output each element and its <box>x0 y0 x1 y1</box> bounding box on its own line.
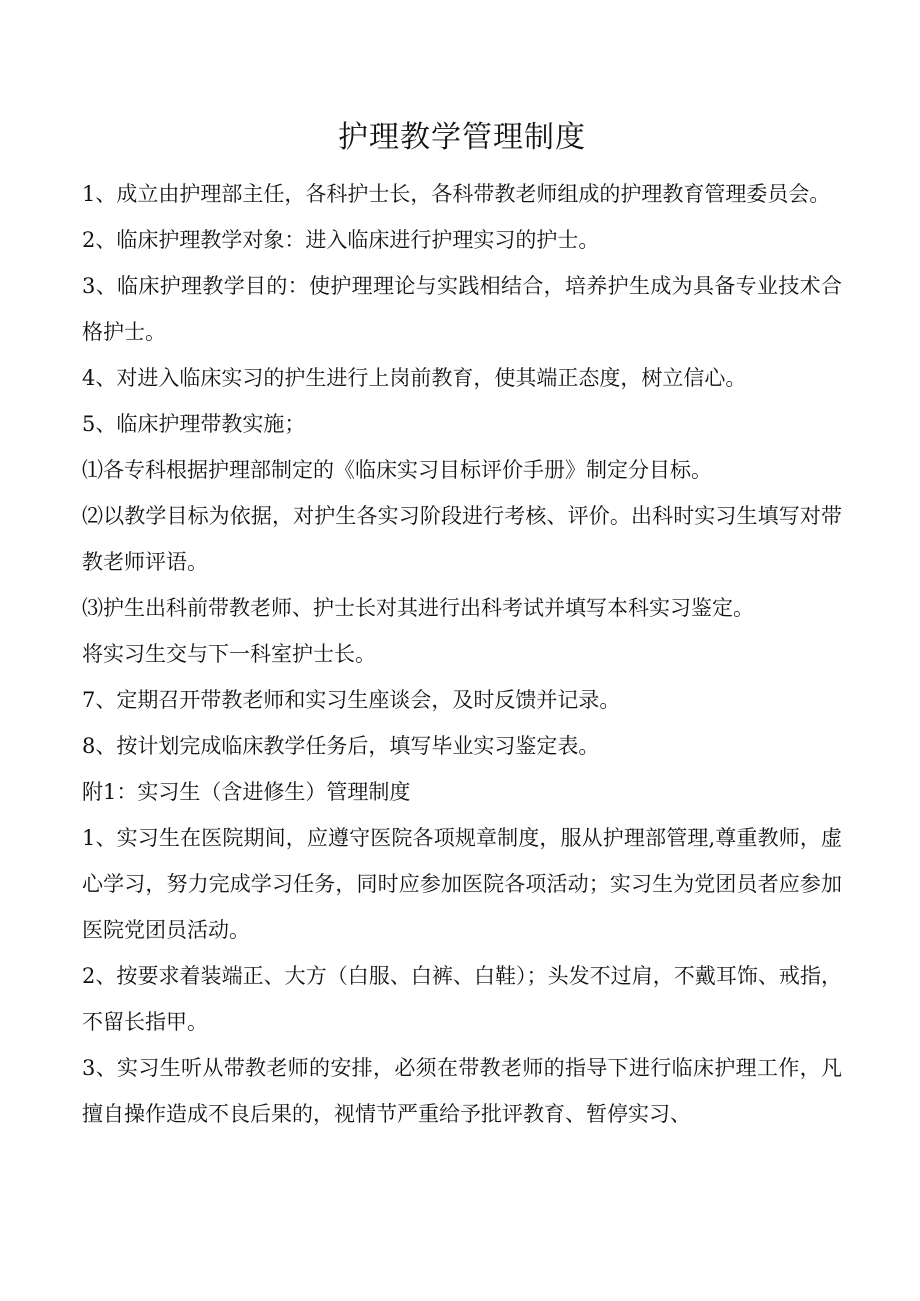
paragraph-5: 5、临床护理带教实施； <box>82 412 306 436</box>
appendix-paragraph-2: 2、按要求着装端正、大方（白服、白裤、白鞋）；头发不过肩，不戴耳饰、戒指，不留长指甲。 <box>82 964 842 1034</box>
paragraph-5-3: ⑶护生出科前带教老师、护士长对其进行出科考试并填写本科实习鉴定。 <box>82 596 754 620</box>
document-title: 护理教学管理制度 <box>338 120 586 155</box>
paragraph-8: 8、按计划完成临床教学任务后，填写毕业实习鉴定表。 <box>82 734 600 758</box>
paragraph-1: 1、成立由护理部主任，各科护士长，各科带教老师组成的护理教育管理委员会。 <box>82 182 831 206</box>
paragraph-3: 3、临床护理教学目的：使护理理论与实践相结合，培养护生成为具备专业技术合格护士。 <box>82 274 842 344</box>
paragraph-5-2: ⑵以教学目标为依据，对护生各实习阶段进行考核、评价。出科时实习生填写对带教老师评语。 <box>82 504 842 574</box>
appendix-heading: 附1：实习生（含进修生）管理制度 <box>82 780 411 804</box>
appendix-paragraph-1: 1、实习生在医院期间，应遵守医院各项规章制度，服从护理部管理,尊重教师，虚心学习，努力完成学习任务，同时应参加医院各项活动；实习生为党团员者应参加医院党团员活动。 <box>82 826 842 942</box>
paragraph-5-3-cont: 将实习生交与下一科室护士长。 <box>82 642 376 666</box>
paragraph-5-1: ⑴各专科根据护理部制定的《临床实习目标评价手册》制定分目标。 <box>82 458 712 482</box>
paragraph-2: 2、临床护理教学对象：进入临床进行护理实习的护士。 <box>82 228 600 252</box>
paragraph-4: 4、对进入临床实习的护生进行上岗前教育，使其端正态度，树立信心。 <box>82 366 747 390</box>
paragraph-7: 7、定期召开带教老师和实习生座谈会，及时反馈并记录。 <box>82 688 621 712</box>
appendix-paragraph-3: 3、实习生听从带教老师的安排，必须在带教老师的指导下进行临床护理工作，凡擅自操作造成不良后果的，视情节严重给予批评教育、暂停实习、 <box>82 1056 842 1126</box>
document-body <box>82 118 842 1137</box>
